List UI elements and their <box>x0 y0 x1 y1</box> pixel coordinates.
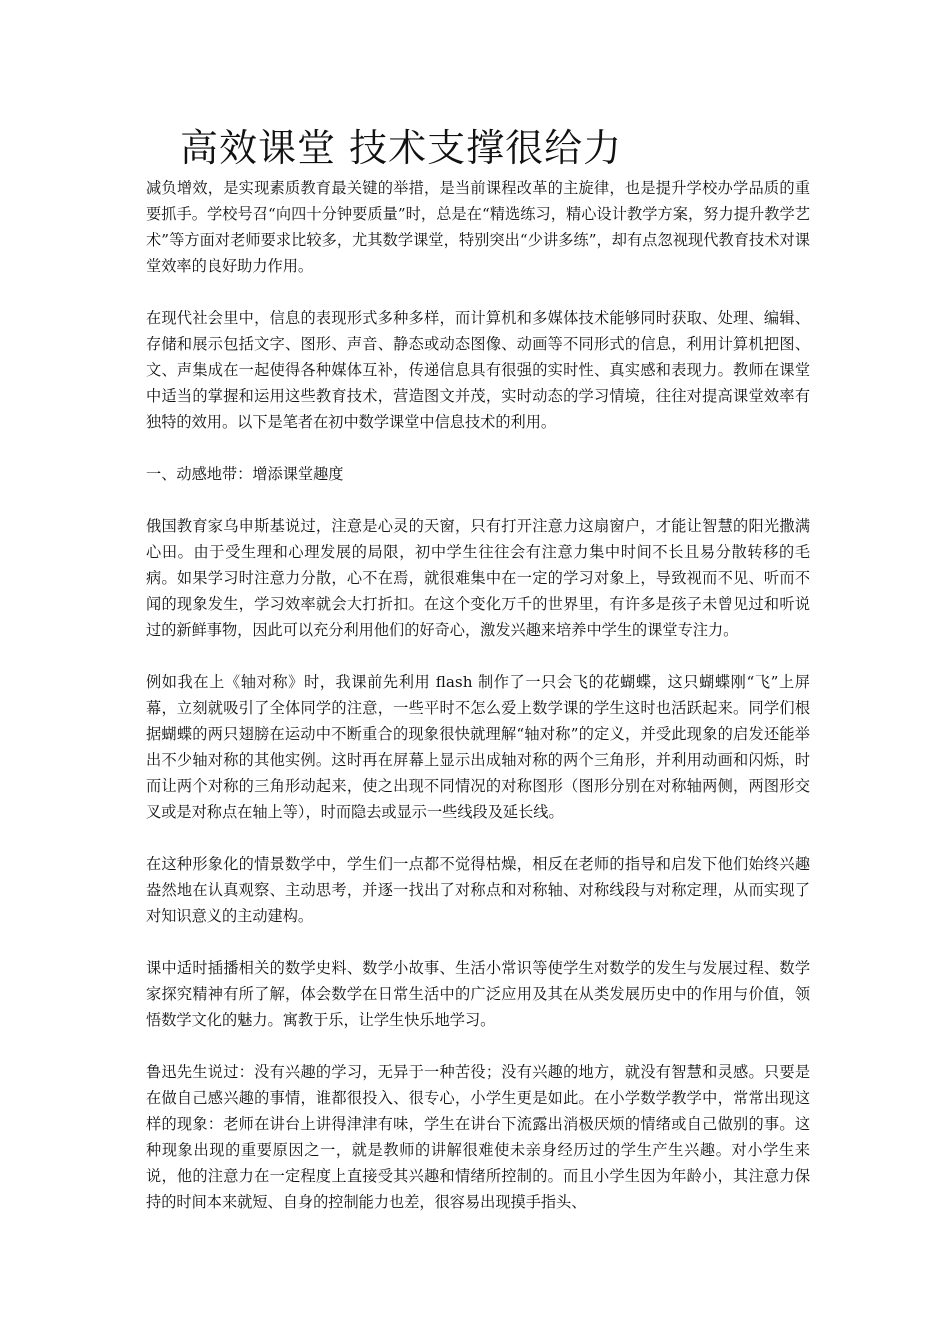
paragraph-situational-math: 在这种形象化的情景数学中，学生们一点都不觉得枯燥，相反在老师的指导和启发下他们始终兴趣盎然地在认真观察、主动思考，并逐一找出了对称点和对称轴、对称线段与对称定理，从而实现了对知识意义的主动建构。 <box>146 855 810 925</box>
paragraph-intro: 减负增效，是实现素质教育最关键的举措，是当前课程改革的主旋律，也是提升学校办学品质的重要抓手。学校号召“向四十分钟要质量”时，总是在“精选练习，精心设计教学方案，努力提升教学艺术”等方面对老师要求比较多，尤其数学课堂，特别突出“少讲多练”，却有点忽视现代教育技术对课堂效率的良好助力作用。 <box>146 179 810 275</box>
section-heading-1: 一、动感地带：增添课堂趣度 <box>146 465 344 483</box>
paragraph-modern-society: 在现代社会里中，信息的表现形式多种多样，而计算机和多媒体技术能够同时获取、处理、编辑、存储和展示包括文字、图形、声音、静态或动态图像、动画等不同形式的信息，利用计算机把图、文、声集成在一起使得各种媒体互补，传递信息具有很强的实时性、真实感和表现力。教师在课堂中适当的掌握和运用这些教育技术，营造图文并茂，实时动态的学习情境，往往对提高课堂效率有独特的效用。以下是笔者在初中数学课堂中信息技术的利用。 <box>146 309 810 431</box>
document-title: 高效课堂 技术支撑很给力 <box>180 126 623 170</box>
paragraph-symmetry-example: 例如我在上《轴对称》时，我课前先利用 flash 制作了一只会飞的花蝴蝶，这只蝴蝶刚“飞”上屏幕，立刻就吸引了全体同学的注意，一些平时不怎么爱上数学课的学生这时也活跃起来。同学们根据蝴蝶的两只翅膀在运动中不断重合的现象很快就理解“轴对称”的定义，并受此现象的启发还能举出不少轴对称的其他实例。这时再在屏幕上显示出成轴对称的两个三角形，并利用动画和闪烁，时而让两个对称的三角形动起来，使之出现不同情况的对称图形（图形分别在对称轴两侧，两图形交叉或是对称点在轴上等），时而隐去或显示一些线段及延长线。 <box>146 673 810 821</box>
paragraph-lu-xun: 鲁迅先生说过：没有兴趣的学习，无异于一种苦役；没有兴趣的地方，就没有智慧和灵感。只要是在做自己感兴趣的事情，谁都很投入、很专心，小学生更是如此。在小学数学教学中，常常出现这样的现象：老师在讲台上讲得津津有味，学生在讲台下流露出消极厌烦的情绪或自己做别的事。这种现象出现的重要原因之一，就是教师的讲解很难使未亲身经历过的学生产生兴趣。对小学生来说，他的注意力在一定程度上直接受其兴趣和情绪所控制的。而且小学生因为年龄小，其注意力保持的时间本来就短、自身的控制能力也差，很容易出现摸手指头、 <box>146 1063 810 1211</box>
document-body <box>146 175 810 1241</box>
paragraph-attention: 俄国教育家乌申斯基说过，注意是心灵的天窗，只有打开注意力这扇窗户，才能让智慧的阳光撒满心田。由于受生理和心理发展的局限，初中学生往往会有注意力集中时间不长且易分散转移的毛病。如果学习时注意力分散，心不在焉，就很难集中在一定的学习对象上，导致视而不见、听而不闻的现象发生，学习效率就会大打折扣。在这个变化万千的世界里，有许多是孩子未曾见过和听说过的新鲜事物，因此可以充分利用他们的好奇心，激发兴趣来培养中学生的课堂专注力。 <box>146 517 810 639</box>
paragraph-math-history: 课中适时插播相关的数学史料、数学小故事、生活小常识等使学生对数学的发生与发展过程、数学家探究精神有所了解，体会数学在日常生活中的广泛应用及其在从类发展历史中的作用与价值，领悟数学文化的魅力。寓教于乐，让学生快乐地学习。 <box>146 959 810 1029</box>
